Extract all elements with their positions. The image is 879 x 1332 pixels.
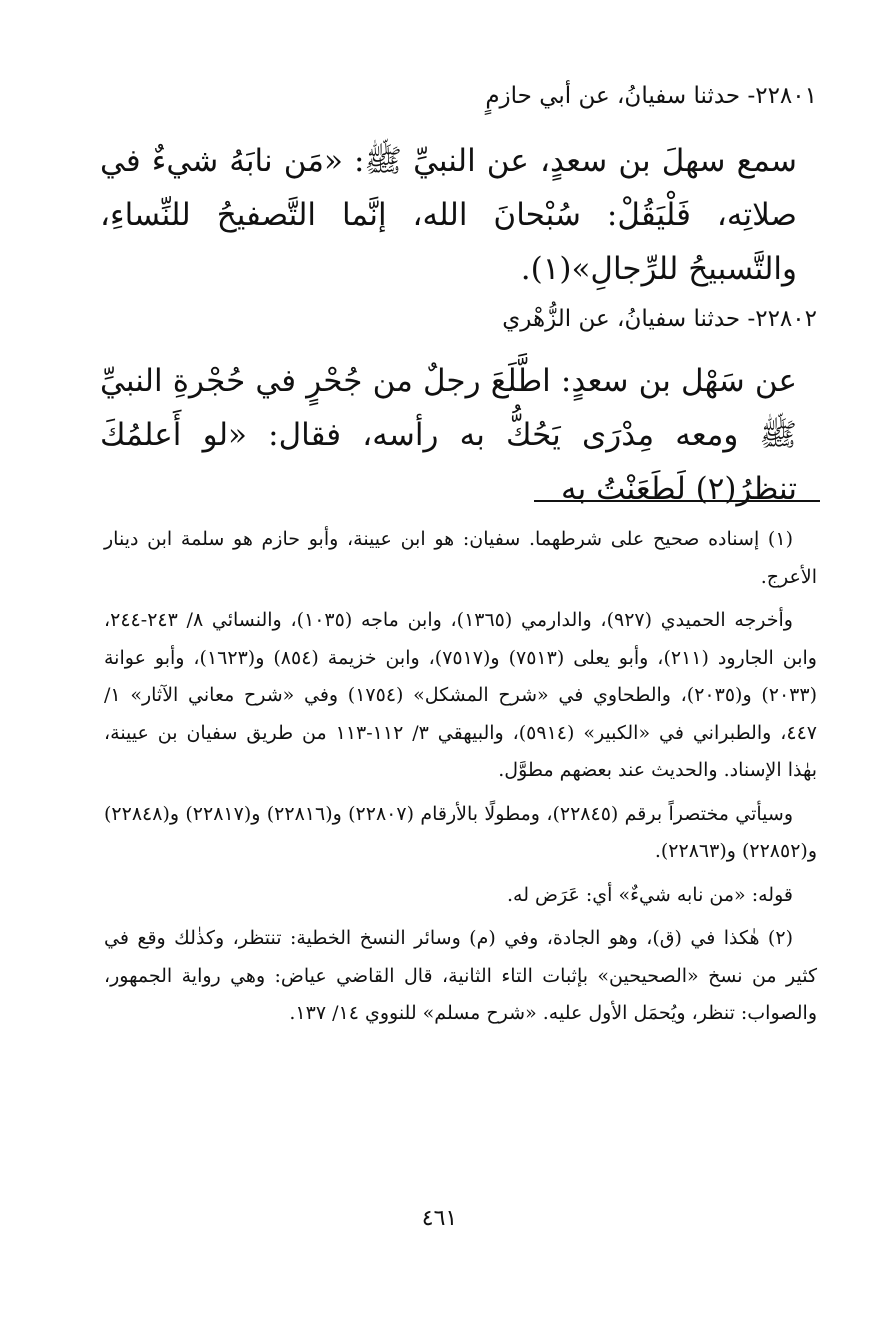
hadith-heading-22802: ٢٢٨٠٢- حدثنا سفيانُ، عن الزُّهْري xyxy=(502,306,817,332)
footnote-1-gloss: قوله: «من نابه شيءٌ» أي: عَرَض له. xyxy=(506,883,793,906)
footnote-1-crossrefs: وسيأتي مختصراً برقم (٢٢٨٤٥)، ومطولًا بالأرقام (٢٢٨٠٧) و(٢٢٨١٦) و(٢٢٨١٧) و(٢٢٨٤٨) و(٢٢٨٥٢) و(٢٢٨٦٣). xyxy=(104,802,817,862)
hadith-text-22802 xyxy=(100,354,817,516)
footnote-2: (٢) هٰكذا في (ق)، وهو الجادة، وفي (م) وسائر النسخ الخطية: تنتظر، وكذٰلك وقع في كثير من نسخ «الصحيحين» بإثبات التاء الثانية، قال القاضي عياض: وهي رواية الجمهور، والصواب: تنظر، ويُحمَل الأول عليه. «شرح مسلم» للنووي ١٤/ ١٣٧. xyxy=(104,927,817,1024)
hadith-text-22802-content: عن سَهْل بن سعدٍ: اطَّلَعَ رجلٌ من جُحْرٍ في حُجْرةِ النبيِّ ﷺ ومعه مِدْرَى يَحُكُّ به رأسه، فقال: «لو أَعلمُكَ تنظرُ(٢) لَطَعَنْتُ به xyxy=(100,363,797,507)
hadith-heading-22801: ٢٢٨٠١- حدثنا سفيانُ، عن أبي حازمٍ xyxy=(485,83,817,109)
footnote-divider xyxy=(534,500,820,502)
footnote-1: (١) إسناده صحيح على شرطهما. سفيان: هو ابن عيينة، وأبو حازم هو سلمة ابن دينار الأعرج. xyxy=(104,528,817,588)
page-number: ٤٦١ xyxy=(421,1206,458,1231)
footnotes xyxy=(104,521,817,1033)
hadith-text-22801-content: سمع سهلَ بن سعدٍ، عن النبيِّ ﷺ: «مَن نابَهُ شيءٌ في صلاتِه، فَلْيَقُلْ: سُبْحانَ الله، إنَّما التَّصفيحُ للنِّساءِ، والتَّسبيحُ للرِّجالِ»(١). xyxy=(100,143,797,287)
footnote-1-sources: وأخرجه الحميدي (٩٢٧)، والدارمي (١٣٦٥)، وابن ماجه (١٠٣٥)، والنسائي ٨/ ٢٤٣-٢٤٤، وابن الجارود (٢١١)، وأبو يعلى (٧٥١٣) و(٧٥١٧)، وابن خزيمة (٨٥٤) و(١٦٢٣)، وأبو عوانة (٢٠٣٣) و(٢٠٣٥)، والطحاوي في «شرح المشكل» (١٧٥٤) وفي «شرح معاني الآثار» ١/ ٤٤٧، والطبراني في «الكبير» (٥٩١٤)، والبيهقي ٣/ ١١٢-١١٣ من طريق سفيان بن عيينة، بهٰذا الإسناد. والحديث عند بعضهم مطوَّل. xyxy=(104,609,817,781)
hadith-text-22801 xyxy=(100,134,817,296)
